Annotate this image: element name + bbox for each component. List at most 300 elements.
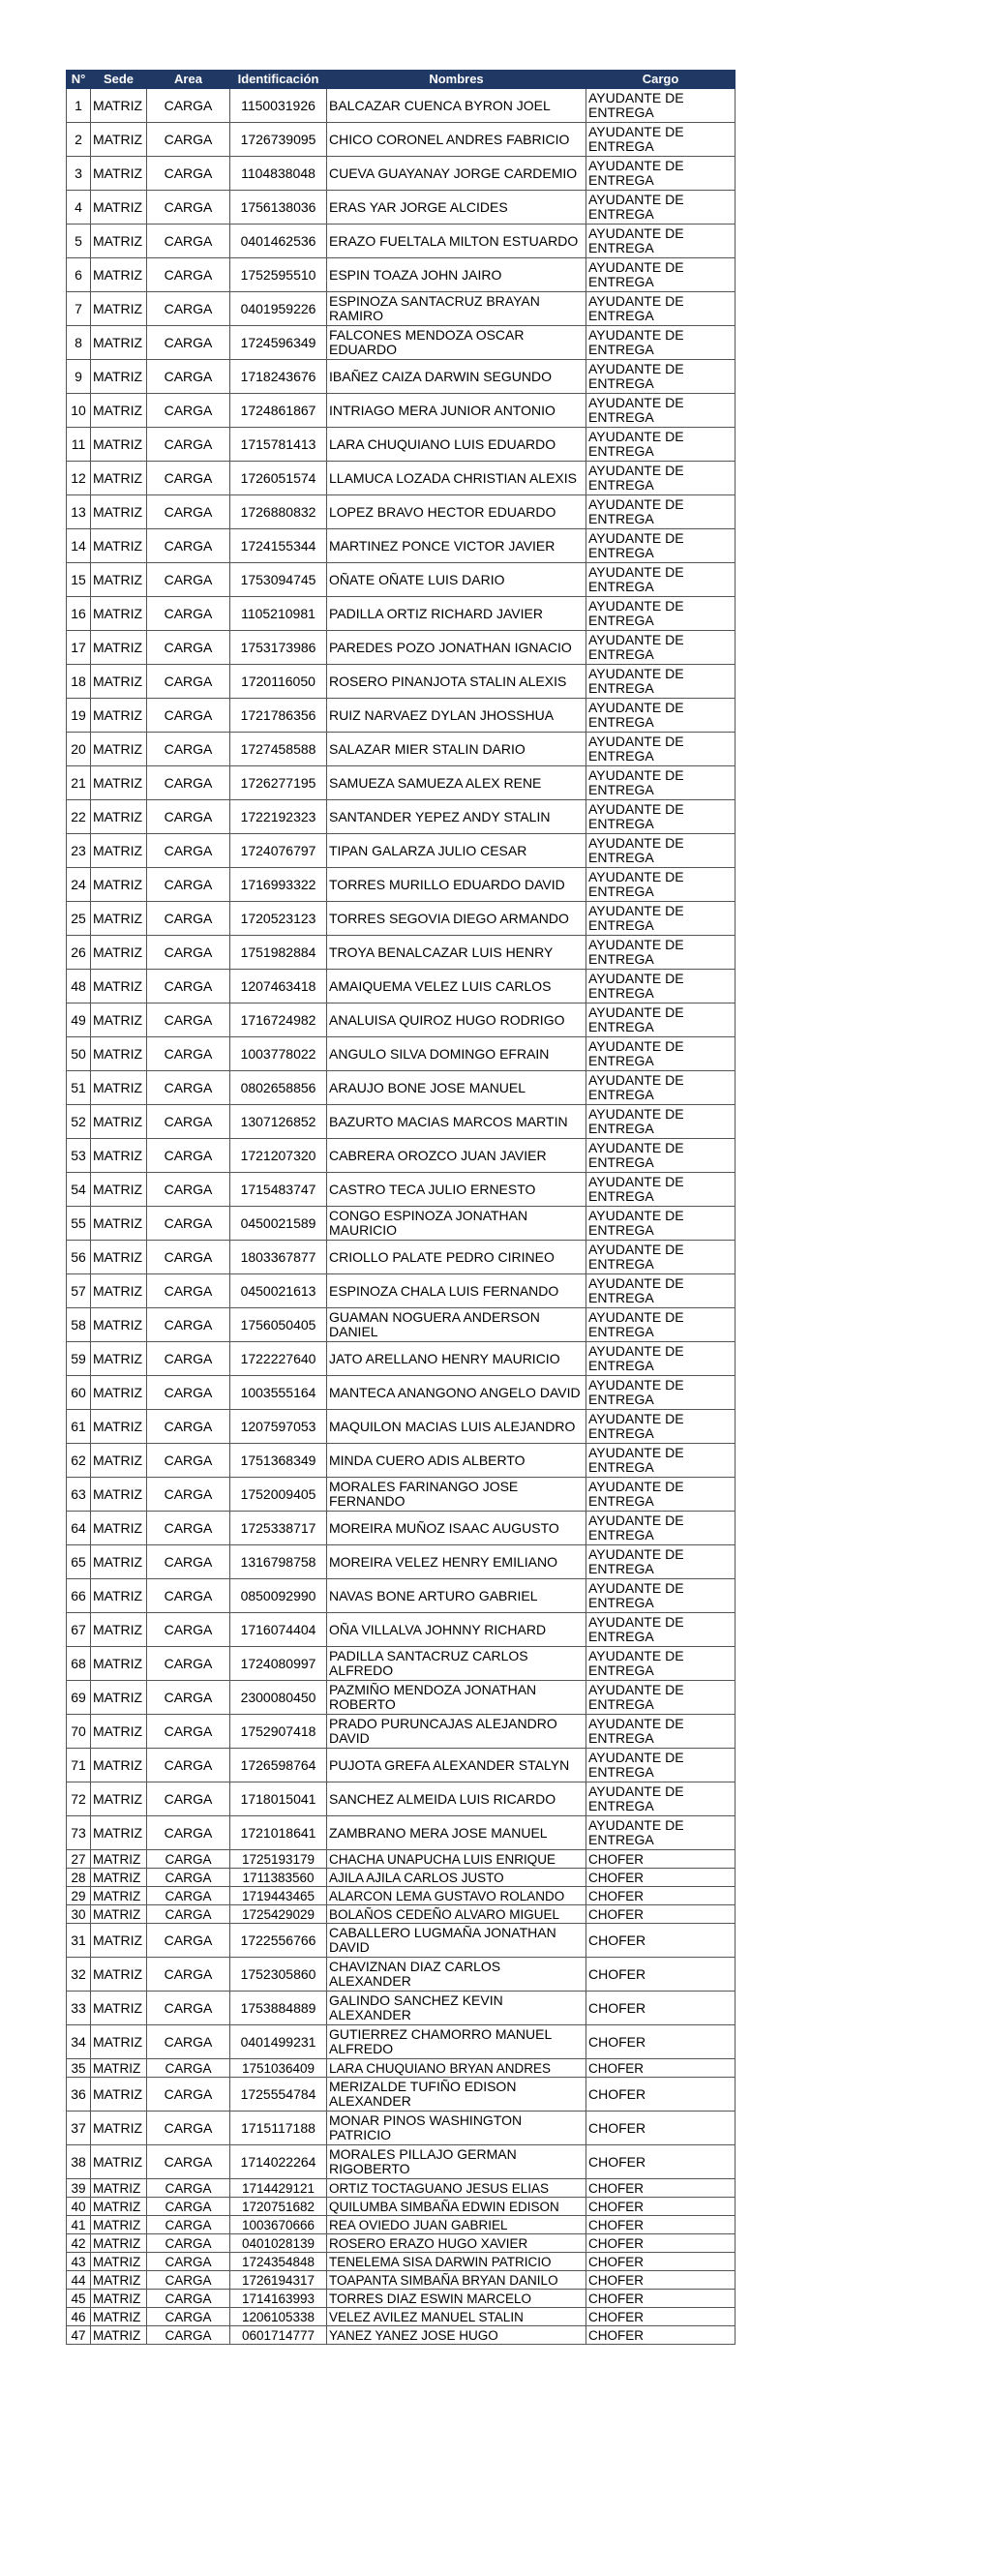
area-cell: CARGA [147,2271,230,2290]
cargo-cell: CHOFER [586,1905,736,1924]
sede-cell: MATRIZ [91,2271,147,2290]
row-number: 37 [67,2112,91,2145]
area-cell: CARGA [147,89,230,123]
row-number: 21 [67,766,91,800]
table-row [67,2059,736,2078]
table-row [67,1924,736,1958]
table-row [67,191,736,225]
table-row [67,970,736,1003]
identificacion-cell: 1725338717 [230,1512,327,1545]
nombres-cell: MORALES FARINANGO JOSE FERNANDO [327,1478,586,1512]
sede-cell: MATRIZ [91,2179,147,2198]
row-number: 47 [67,2326,91,2345]
area-cell: CARGA [147,292,230,326]
cargo-cell: AYUDANTE DE ENTREGA [586,1139,736,1173]
header-nombres: Nombres [327,71,586,89]
nombres-cell: MANTECA ANANGONO ANGELO DAVID [327,1376,586,1410]
cargo-cell: AYUDANTE DE ENTREGA [586,1782,736,1816]
sede-cell: MATRIZ [91,1037,147,1071]
nombres-cell: TORRES MURILLO EDUARDO DAVID [327,868,586,902]
identificacion-cell: 1719443465 [230,1887,327,1905]
row-number: 40 [67,2198,91,2216]
identificacion-cell: 0450021613 [230,1274,327,1308]
identificacion-cell: 0601714777 [230,2326,327,2345]
identificacion-cell: 1721018641 [230,1816,327,1850]
row-number: 6 [67,258,91,292]
nombres-cell: RUIZ NARVAEZ DYLAN JHOSSHUA [327,699,586,733]
area-cell: CARGA [147,2290,230,2308]
table-row [67,1992,736,2025]
cargo-cell: AYUDANTE DE ENTREGA [586,1241,736,1274]
row-number: 15 [67,563,91,597]
sede-cell: MATRIZ [91,89,147,123]
identificacion-cell: 1725429029 [230,1905,327,1924]
nombres-cell: TENELEMA SISA DARWIN PATRICIO [327,2253,586,2271]
area-cell: CARGA [147,1342,230,1376]
nombres-cell: VELEZ AVILEZ MANUEL STALIN [327,2308,586,2326]
sede-cell: MATRIZ [91,1715,147,1749]
table-row [67,529,736,563]
table-row [67,89,736,123]
identificacion-cell: 1715117188 [230,2112,327,2145]
cargo-cell: AYUDANTE DE ENTREGA [586,1749,736,1782]
row-number: 29 [67,1887,91,1905]
cargo-cell: AYUDANTE DE ENTREGA [586,1071,736,1105]
area-cell: CARGA [147,597,230,631]
cargo-cell: AYUDANTE DE ENTREGA [586,326,736,360]
sede-cell: MATRIZ [91,1613,147,1647]
table-row [67,1715,736,1749]
nombres-cell: CABRERA OROZCO JUAN JAVIER [327,1139,586,1173]
sede-cell: MATRIZ [91,2059,147,2078]
sede-cell: MATRIZ [91,2216,147,2234]
identificacion-cell: 1716724982 [230,1003,327,1037]
nombres-cell: TORRES SEGOVIA DIEGO ARMANDO [327,902,586,936]
row-number: 58 [67,1308,91,1342]
nombres-cell: TOAPANTA SIMBAÑA BRYAN DANILO [327,2271,586,2290]
row-number: 14 [67,529,91,563]
area-cell: CARGA [147,1905,230,1924]
sede-cell: MATRIZ [91,1816,147,1850]
cargo-cell: AYUDANTE DE ENTREGA [586,1444,736,1478]
sede-cell: MATRIZ [91,970,147,1003]
table-row [67,834,736,868]
table-row [67,1105,736,1139]
cargo-cell: AYUDANTE DE ENTREGA [586,1681,736,1715]
sede-cell: MATRIZ [91,1512,147,1545]
nombres-cell: ESPIN TOAZA JOHN JAIRO [327,258,586,292]
row-number: 45 [67,2290,91,2308]
row-number: 51 [67,1071,91,1105]
sede-cell: MATRIZ [91,1071,147,1105]
table-row [67,1545,736,1579]
cargo-cell: AYUDANTE DE ENTREGA [586,360,736,394]
table-row [67,2326,736,2345]
identificacion-cell: 0401462536 [230,225,327,258]
row-number: 53 [67,1139,91,1173]
cargo-cell: CHOFER [586,2234,736,2253]
sede-cell: MATRIZ [91,766,147,800]
table-row [67,563,736,597]
nombres-cell: PAZMIÑO MENDOZA JONATHAN ROBERTO [327,1681,586,1715]
identificacion-cell: 1724076797 [230,834,327,868]
cargo-cell: CHOFER [586,1850,736,1869]
identificacion-cell: 1720523123 [230,902,327,936]
identificacion-cell: 1722227640 [230,1342,327,1376]
row-number: 54 [67,1173,91,1207]
area-cell: CARGA [147,1647,230,1681]
sede-cell: MATRIZ [91,495,147,529]
table-row [67,1410,736,1444]
sede-cell: MATRIZ [91,800,147,834]
cargo-cell: AYUDANTE DE ENTREGA [586,936,736,970]
sede-cell: MATRIZ [91,1444,147,1478]
area-cell: CARGA [147,2179,230,2198]
cargo-cell: AYUDANTE DE ENTREGA [586,1478,736,1512]
sede-cell: MATRIZ [91,1958,147,1992]
identificacion-cell: 0450021589 [230,1207,327,1241]
cargo-cell: AYUDANTE DE ENTREGA [586,766,736,800]
area-cell: CARGA [147,1173,230,1207]
sede-cell: MATRIZ [91,1681,147,1715]
sede-cell: MATRIZ [91,1545,147,1579]
nombres-cell: MOREIRA MUÑOZ ISAAC AUGUSTO [327,1512,586,1545]
table-row [67,360,736,394]
sede-cell: MATRIZ [91,1139,147,1173]
table-row [67,1782,736,1816]
nombres-cell: TORRES DIAZ ESWIN MARCELO [327,2290,586,2308]
identificacion-cell: 1711383560 [230,1869,327,1887]
row-number: 31 [67,1924,91,1958]
row-number: 61 [67,1410,91,1444]
sede-cell: MATRIZ [91,529,147,563]
table-row [67,326,736,360]
sede-cell: MATRIZ [91,2198,147,2216]
sede-cell: MATRIZ [91,1992,147,2025]
row-number: 13 [67,495,91,529]
identificacion-cell: 1722556766 [230,1924,327,1958]
area-cell: CARGA [147,1037,230,1071]
row-number: 57 [67,1274,91,1308]
row-number: 71 [67,1749,91,1782]
cargo-cell: AYUDANTE DE ENTREGA [586,225,736,258]
sede-cell: MATRIZ [91,258,147,292]
table-row [67,1681,736,1715]
area-cell: CARGA [147,2308,230,2326]
row-number: 46 [67,2308,91,2326]
table-row [67,665,736,699]
nombres-cell: BALCAZAR CUENCA BYRON JOEL [327,89,586,123]
row-number: 24 [67,868,91,902]
nombres-cell: CRIOLLO PALATE PEDRO CIRINEO [327,1241,586,1274]
table-row [67,1241,736,1274]
table-row [67,699,736,733]
row-number: 5 [67,225,91,258]
row-number: 36 [67,2078,91,2112]
identificacion-cell: 1104838048 [230,157,327,191]
area-cell: CARGA [147,326,230,360]
table-header [67,71,736,89]
identificacion-cell: 1724596349 [230,326,327,360]
sede-cell: MATRIZ [91,1924,147,1958]
identificacion-cell: 1718015041 [230,1782,327,1816]
sede-cell: MATRIZ [91,157,147,191]
nombres-cell: MORALES PILLAJO GERMAN RIGOBERTO [327,2145,586,2179]
sede-cell: MATRIZ [91,1869,147,1887]
nombres-cell: MERIZALDE TUFIÑO EDISON ALEXANDER [327,2078,586,2112]
row-number: 32 [67,1958,91,1992]
row-number: 11 [67,428,91,462]
sede-cell: MATRIZ [91,597,147,631]
identificacion-cell: 1725193179 [230,1850,327,1869]
cargo-cell: CHOFER [586,2025,736,2059]
sede-cell: MATRIZ [91,1579,147,1613]
area-cell: CARGA [147,1139,230,1173]
cargo-cell: AYUDANTE DE ENTREGA [586,1647,736,1681]
employee-table [66,70,736,2345]
nombres-cell: ANGULO SILVA DOMINGO EFRAIN [327,1037,586,1071]
sede-cell: MATRIZ [91,1105,147,1139]
identificacion-cell: 1726277195 [230,766,327,800]
cargo-cell: AYUDANTE DE ENTREGA [586,428,736,462]
area-cell: CARGA [147,1816,230,1850]
nombres-cell: ZAMBRANO MERA JOSE MANUEL [327,1816,586,1850]
table-row [67,1850,736,1869]
area-cell: CARGA [147,2145,230,2179]
identificacion-cell: 1206105338 [230,2308,327,2326]
identificacion-cell: 1716993322 [230,868,327,902]
nombres-cell: GUAMAN NOGUERA ANDERSON DANIEL [327,1308,586,1342]
row-number: 3 [67,157,91,191]
table-row [67,2078,736,2112]
table-row [67,2216,736,2234]
cargo-cell: CHOFER [586,2112,736,2145]
nombres-cell: ERAZO FUELTALA MILTON ESTUARDO [327,225,586,258]
cargo-cell: AYUDANTE DE ENTREGA [586,462,736,495]
identificacion-cell: 1726880832 [230,495,327,529]
table-row [67,1139,736,1173]
identificacion-cell: 1751982884 [230,936,327,970]
row-number: 20 [67,733,91,766]
sede-cell: MATRIZ [91,2025,147,2059]
table-row [67,1478,736,1512]
sede-cell: MATRIZ [91,1274,147,1308]
nombres-cell: NAVAS BONE ARTURO GABRIEL [327,1579,586,1613]
cargo-cell: CHOFER [586,2308,736,2326]
cargo-cell: CHOFER [586,2198,736,2216]
table-row [67,1003,736,1037]
row-number: 12 [67,462,91,495]
cargo-cell: CHOFER [586,2179,736,2198]
row-number: 34 [67,2025,91,2059]
area-cell: CARGA [147,631,230,665]
area-cell: CARGA [147,123,230,157]
sede-cell: MATRIZ [91,1207,147,1241]
row-number: 49 [67,1003,91,1037]
area-cell: CARGA [147,1478,230,1512]
sede-cell: MATRIZ [91,1241,147,1274]
area-cell: CARGA [147,360,230,394]
sede-cell: MATRIZ [91,428,147,462]
sede-cell: MATRIZ [91,1782,147,1816]
area-cell: CARGA [147,1613,230,1647]
table-row [67,495,736,529]
nombres-cell: CASTRO TECA JULIO ERNESTO [327,1173,586,1207]
identificacion-cell: 1207463418 [230,970,327,1003]
table-row [67,1342,736,1376]
row-number: 67 [67,1613,91,1647]
identificacion-cell: 1721786356 [230,699,327,733]
area-cell: CARGA [147,800,230,834]
area-cell: CARGA [147,665,230,699]
nombres-cell: AJILA AJILA CARLOS JUSTO [327,1869,586,1887]
area-cell: CARGA [147,868,230,902]
table-row [67,1816,736,1850]
sede-cell: MATRIZ [91,733,147,766]
identificacion-cell: 1003670666 [230,2216,327,2234]
nombres-cell: INTRIAGO MERA JUNIOR ANTONIO [327,394,586,428]
table-row [67,2179,736,2198]
nombres-cell: YANEZ YANEZ JOSE HUGO [327,2326,586,2345]
sede-cell: MATRIZ [91,1905,147,1924]
sede-cell: MATRIZ [91,1478,147,1512]
row-number: 66 [67,1579,91,1613]
cargo-cell: AYUDANTE DE ENTREGA [586,1037,736,1071]
table-row [67,1579,736,1613]
area-cell: CARGA [147,1207,230,1241]
cargo-cell: AYUDANTE DE ENTREGA [586,1613,736,1647]
area-cell: CARGA [147,1850,230,1869]
area-cell: CARGA [147,2059,230,2078]
sede-cell: MATRIZ [91,902,147,936]
cargo-cell: AYUDANTE DE ENTREGA [586,902,736,936]
nombres-cell: PRADO PURUNCAJAS ALEJANDRO DAVID [327,1715,586,1749]
area-cell: CARGA [147,1545,230,1579]
nombres-cell: ROSERO ERAZO HUGO XAVIER [327,2234,586,2253]
row-number: 38 [67,2145,91,2179]
row-number: 33 [67,1992,91,2025]
row-number: 62 [67,1444,91,1478]
nombres-cell: ANALUISA QUIROZ HUGO RODRIGO [327,1003,586,1037]
nombres-cell: ORTIZ TOCTAGUANO JESUS ELIAS [327,2179,586,2198]
area-cell: CARGA [147,2253,230,2271]
nombres-cell: ROSERO PINANJOTA STALIN ALEXIS [327,665,586,699]
row-number: 42 [67,2234,91,2253]
identificacion-cell: 1207597053 [230,1410,327,1444]
identificacion-cell: 1727458588 [230,733,327,766]
nombres-cell: MAQUILON MACIAS LUIS ALEJANDRO [327,1410,586,1444]
nombres-cell: REA OVIEDO JUAN GABRIEL [327,2216,586,2234]
table-row [67,868,736,902]
identificacion-cell: 1718243676 [230,360,327,394]
cargo-cell: AYUDANTE DE ENTREGA [586,1715,736,1749]
cargo-cell: AYUDANTE DE ENTREGA [586,1207,736,1241]
nombres-cell: LOPEZ BRAVO HECTOR EDUARDO [327,495,586,529]
sede-cell: MATRIZ [91,326,147,360]
area-cell: CARGA [147,191,230,225]
table-row [67,2198,736,2216]
sede-cell: MATRIZ [91,834,147,868]
cargo-cell: AYUDANTE DE ENTREGA [586,1579,736,1613]
area-cell: CARGA [147,1992,230,2025]
area-cell: CARGA [147,1308,230,1342]
table-row [67,292,736,326]
table-row [67,258,736,292]
table-row [67,597,736,631]
sede-cell: MATRIZ [91,2326,147,2345]
sede-cell: MATRIZ [91,2290,147,2308]
cargo-cell: CHOFER [586,2271,736,2290]
area-cell: CARGA [147,462,230,495]
table-row [67,1613,736,1647]
row-number: 23 [67,834,91,868]
area-cell: CARGA [147,563,230,597]
row-number: 4 [67,191,91,225]
nombres-cell: TROYA BENALCAZAR LUIS HENRY [327,936,586,970]
table-row [67,766,736,800]
table-row [67,1037,736,1071]
nombres-cell: CHICO CORONEL ANDRES FABRICIO [327,123,586,157]
row-number: 44 [67,2271,91,2290]
employee-sheet [66,70,735,2345]
identificacion-cell: 1726598764 [230,1749,327,1782]
header-sede: Sede [91,71,147,89]
area-cell: CARGA [147,2216,230,2234]
nombres-cell: CUEVA GUAYANAY JORGE CARDEMIO [327,157,586,191]
area-cell: CARGA [147,1887,230,1905]
area-cell: CARGA [147,157,230,191]
nombres-cell: CABALLERO LUGMAÑA JONATHAN DAVID [327,1924,586,1958]
identificacion-cell: 1724354848 [230,2253,327,2271]
row-number: 43 [67,2253,91,2271]
identificacion-cell: 1751368349 [230,1444,327,1478]
row-number: 27 [67,1850,91,1869]
row-number: 65 [67,1545,91,1579]
identificacion-cell: 0401499231 [230,2025,327,2059]
sede-cell: MATRIZ [91,292,147,326]
nombres-cell: OÑA VILLALVA JOHNNY RICHARD [327,1613,586,1647]
cargo-cell: CHOFER [586,1992,736,2025]
nombres-cell: ESPINOZA CHALA LUIS FERNANDO [327,1274,586,1308]
row-number: 52 [67,1105,91,1139]
sede-cell: MATRIZ [91,2234,147,2253]
identificacion-cell: 1720751682 [230,2198,327,2216]
area-cell: CARGA [147,733,230,766]
area-cell: CARGA [147,1274,230,1308]
area-cell: CARGA [147,1782,230,1816]
identificacion-cell: 1803367877 [230,1241,327,1274]
nombres-cell: IBAÑEZ CAIZA DARWIN SEGUNDO [327,360,586,394]
cargo-cell: AYUDANTE DE ENTREGA [586,1410,736,1444]
identificacion-cell: 1753173986 [230,631,327,665]
table-row [67,1274,736,1308]
table-row [67,631,736,665]
row-number: 69 [67,1681,91,1715]
cargo-cell: AYUDANTE DE ENTREGA [586,1105,736,1139]
area-cell: CARGA [147,1681,230,1715]
identificacion-cell: 1715781413 [230,428,327,462]
table-row [67,2271,736,2290]
table-row [67,1647,736,1681]
identificacion-cell: 1714429121 [230,2179,327,2198]
identificacion-cell: 1722192323 [230,800,327,834]
cargo-cell: CHOFER [586,1958,736,1992]
row-number: 25 [67,902,91,936]
cargo-cell: AYUDANTE DE ENTREGA [586,394,736,428]
sede-cell: MATRIZ [91,1308,147,1342]
area-cell: CARGA [147,1444,230,1478]
sede-cell: MATRIZ [91,1342,147,1376]
